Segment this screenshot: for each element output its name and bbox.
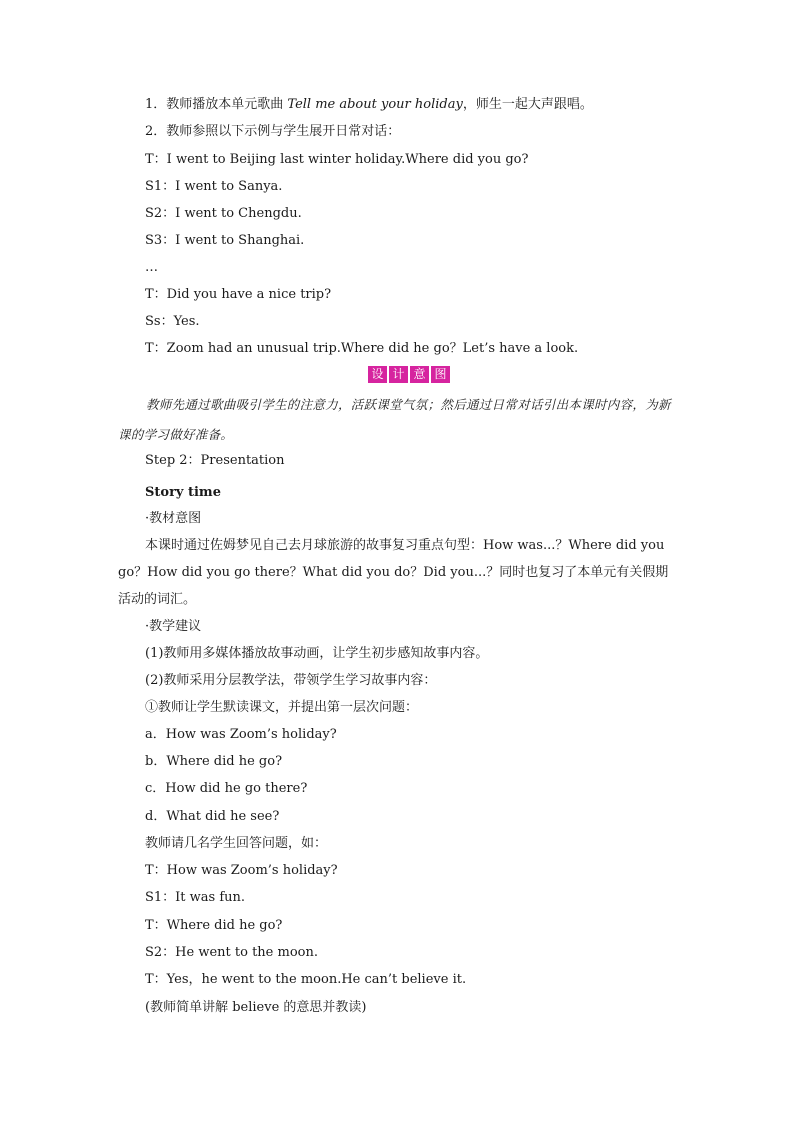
badge-char: 意 [410,366,429,383]
dialogue-line: S1：It was fun. [145,890,246,905]
step-heading: Step 2：Presentation [145,453,285,468]
dialogue-line: S1：I went to Sanya. [145,179,283,194]
badge-char: 计 [389,366,408,383]
material-paragraph: 本课时通过佐姆梦见自己去月球旅游的故事复习重点句型：How was...？Where did you go？How did you go there？What did you do？Did you...？同时也复习了本单元有关假期活动的词汇。 [118,538,669,607]
badge-char: 图 [431,366,450,383]
question-line: d．What did he see? [145,809,280,824]
song-instruction-line [145,96,593,114]
text-line: (教师简单讲解 believe 的意思并教读) [145,1000,367,1015]
text-line: 2．教师参照以下示例与学生展开日常对话： [145,124,401,139]
text-line: ①教师让学生默读课文，并提出第一层次问题： [145,700,419,715]
question-line: a．How was Zoom’s holiday? [145,727,337,742]
design-intent-badge [368,366,450,383]
ellipsis-line: … [145,260,158,275]
dialogue-line: T：Where did he go? [145,918,283,933]
dialogue-line: S3：I went to Shanghai. [145,233,305,248]
design-intent-note: 教师先通过歌曲吸引学生的注意力，活跃课堂气氛；然后通过日常对话引出本课时内容，为新课的学习做好准备。 [118,397,671,442]
dialogue-line: Ss：Yes. [145,314,200,329]
dialogue-line: T：How was Zoom’s holiday? [145,863,338,878]
dialogue-line: T：I went to Beijing last winter holiday.Where did you go? [145,152,529,167]
dialogue-line: T：Yes，he went to the moon.He can’t believe it. [145,972,467,987]
dialogue-line: S2：I went to Chengdu. [145,206,302,221]
subheading-teaching: ·教学建议 [145,619,202,634]
dialogue-line: T：Zoom had an unusual trip.Where did he go？Let’s have a look. [145,341,579,356]
song-title: Tell me about your holiday [287,97,463,112]
question-line: b．Where did he go? [145,754,283,769]
question-line: c．How did he go there? [145,781,308,796]
subheading-material: ·教材意图 [145,511,202,526]
line-text: ，师生一起大声跟唱。 [462,97,593,112]
badge-char: 设 [368,366,387,383]
dialogue-line: T：Did you have a nice trip? [145,287,332,302]
text-line: 教师请几名学生回答问题，如： [145,836,328,851]
line-text: 1．教师播放本单元歌曲 [145,97,288,112]
text-line: (2)教师采用分层教学法，带领学生学习故事内容： [145,673,437,688]
dialogue-line: S2：He went to the moon. [145,945,318,960]
text-line: (1)教师用多媒体播放故事动画，让学生初步感知故事内容。 [145,646,489,661]
section-heading: Story time [145,485,221,500]
